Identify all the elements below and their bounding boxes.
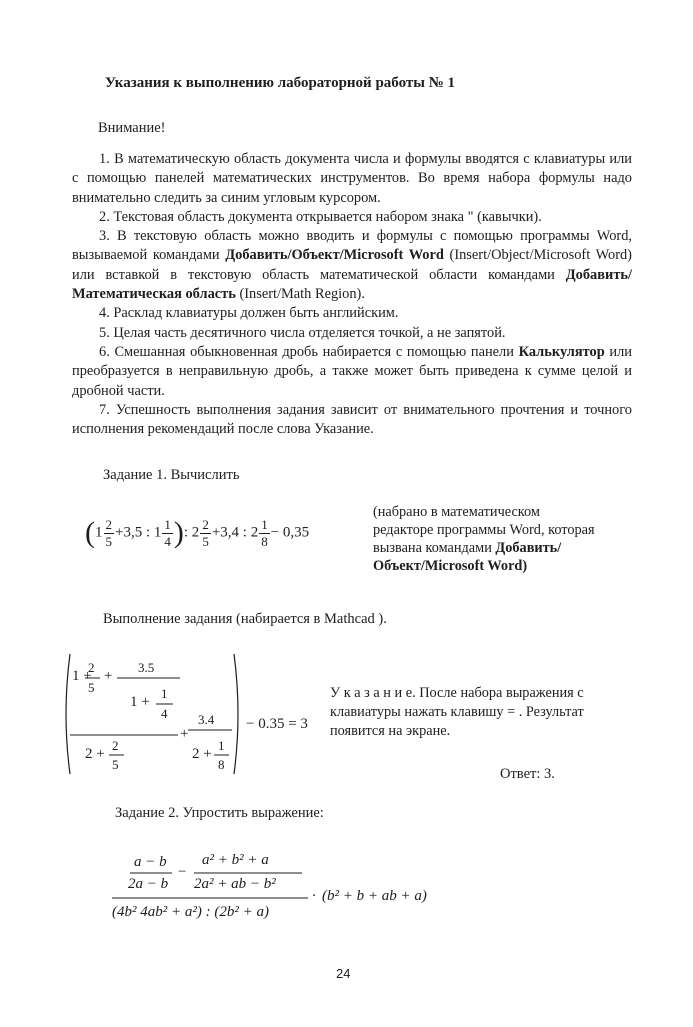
task2-formula: a − b 2a − b − a² + b² + a 2a² + ab − b² (4b² 4ab² + a²) : (2b² + a) · (b² + b + ab + a) [112, 848, 442, 934]
mathcad-expression: 1 + 2 5 + 3.5 1 + 1 4 2 + 2 5 + 3.4 2 + 1 8 − 0.35 = 3 [62, 652, 328, 776]
instruction-3-command-math: Добавить/Математическая область [72, 266, 632, 303]
instruction-item-2: 2. Текстовая область документа открывается набором знака " (кавычки). [99, 208, 542, 225]
task1-heading: Задание 1. Вычислить [103, 467, 240, 483]
execution-hint: У к а з а н и е. После набора выражения с клавиатуры нажать клавишу = . Результат появится на экране. [330, 685, 584, 739]
page-number: 24 [336, 966, 351, 981]
instruction-item-6 [72, 343, 632, 401]
instruction-3-text-a: 3. В текстовую область можно вводить и формулы с помощью программы Word, вызываемой командами [72, 228, 632, 264]
attention-heading: Внимание! [98, 120, 166, 136]
page-title: Указания к выполнению лабораторной работы № 1 [105, 75, 456, 91]
task1-note [373, 503, 603, 575]
task1-note-command: Добавить/Объект/Microsoft Word) [373, 540, 562, 574]
instruction-item-4: 4. Расклад клавиатуры должен быть английским. [99, 305, 399, 322]
execution-heading: Выполнение задания (набирается в Mathcad ). [103, 611, 387, 627]
instruction-item-1: 1. В математическую область документа числа и формулы вводятся с клавиатуры или с помощью панелей математических инструментов. Во время набора формулы надо внимательно следить за синим угловым курсором. [72, 151, 632, 206]
instruction-6-text-b: или преобразуется в неправильную дробь, а также может быть приведена к сумме целой и дробной части. [72, 343, 632, 399]
instruction-item-7: 7. Успешность выполнения задания зависит от внимательного прочтения и точного исполнения рекомендаций после слова Указание. [72, 401, 632, 438]
instructions-list [72, 150, 632, 439]
instruction-3-text-b: (Insert/Object/Microsoft Word) или вставкой в текстовую область математической области командами [72, 247, 632, 283]
task1-note-text: (набрано в математическом редакторе программы Word, которая вызвана командами [373, 504, 595, 556]
instruction-item-3 [72, 227, 632, 304]
task1-formula: (1 $\frac{2}{5}$ +3,5 : 1 $\frac{1}{4}$ ): 2 $\frac{2}{5}$ +3,4 : 2 $\frac{1}{8}$ − 0,35 [85, 516, 310, 549]
instruction-3-text-c: (Insert/Math Region). [235, 286, 365, 303]
task2-heading: Задание 2. Упростить выражение: [115, 805, 324, 821]
instruction-item-5: 5. Целая часть десятичного числа отделяется точкой, а не запятой. [99, 324, 506, 341]
answer: Ответ: 3. [500, 766, 555, 782]
instruction-3-command-word: Добавить/Объект/Microsoft Word [225, 247, 444, 264]
instruction-6-calculator: Калькулятор [518, 343, 605, 360]
instruction-6-text-a: 6. Смешанная обыкновенная дробь набирается с помощью панели [99, 343, 519, 360]
